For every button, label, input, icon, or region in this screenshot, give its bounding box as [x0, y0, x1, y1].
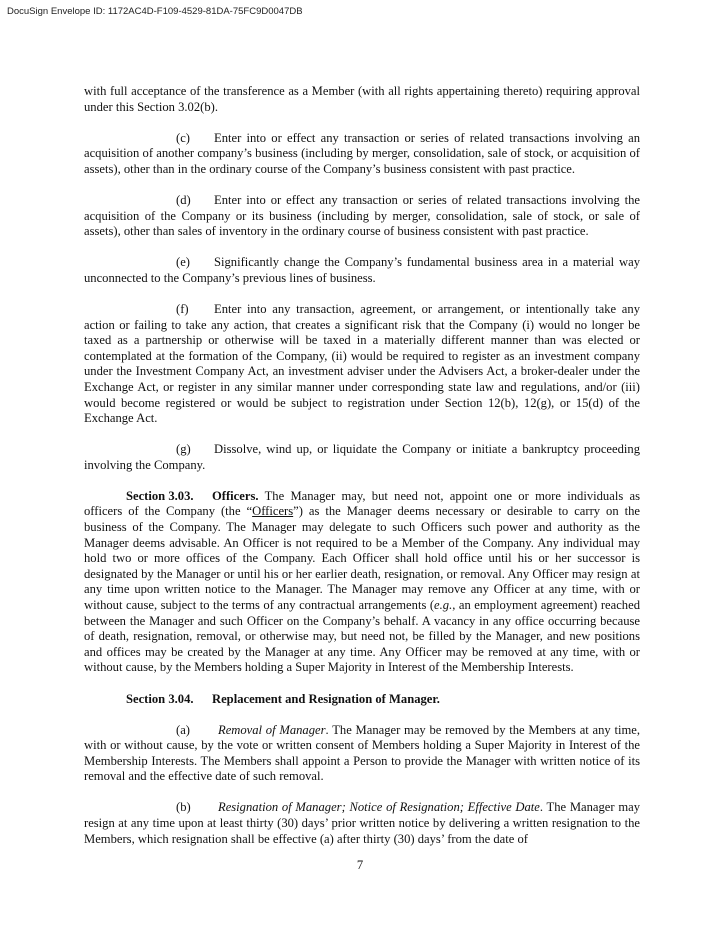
clause-c — [84, 131, 640, 178]
clause-d — [84, 193, 640, 240]
clause-label: (d) — [176, 192, 191, 207]
clause-title: Removal of Manager — [218, 722, 326, 737]
docusign-envelope-id: DocuSign Envelope ID: 1172AC4D-F109-4529-81DA-75FC9D0047DB — [7, 6, 303, 17]
clause-label: (e) — [176, 255, 190, 270]
section-title: Replacement and Resignation of Manager. — [212, 691, 440, 706]
document-body — [84, 84, 640, 863]
section-3-03 — [84, 489, 640, 676]
section-3-04-heading — [84, 692, 640, 708]
clause-3-04-a — [84, 723, 640, 785]
eg-abbrev: e.g. — [434, 598, 453, 613]
clause-3-04-b — [84, 800, 640, 847]
section-text: , an employment agreement) reached between the Manager and such Officer on the Company’s behalf. A vacancy in any office occurring because of death, resignation, removal, or otherwise may, but need not, be filled by the Manager, and new positions and offices may be created by the Manager at any time. Any Officer may be removed at any time, with or without cause, by the Members holding a Super Majority in Interest of the Membership Interests. — [84, 598, 640, 675]
clause-text: Enter into any transaction, agreement, or arrangement, or intentionally take any action or failing to take any action, that creates a significant risk that the Company (i) would no longer be taxed as a partnership or otherwise will be taxed in a materially different manner than was elected or contemplated at the formation of the Company, (ii) would be required to register as an investment company under the Investment Company Act, an investment adviser under the Advisers Act, a broker-dealer under the Exchange Act, or register in any similar manner under corresponding state law and regulations, and/or (iii) would become registered or would be subject to registration under Section 12(b), 12(g), or 15(d) of the Exchange Act. — [84, 301, 640, 426]
clause-text: Enter into or effect any transaction or series of related transactions involving an acquisition of another company’s business (including by merger, consolidation, sale of stock, or acquisition of assets), other than in the ordinary course of the Company’s business consistent with past practice. — [84, 130, 640, 176]
clause-label: (c) — [176, 130, 190, 145]
defined-term: Officers — [252, 504, 294, 519]
clause-title: Resignation of Manager; Notice of Resignation; Effective Date — [218, 800, 540, 815]
section-text: The Manager may, but need not, appoint one or more individuals as officers of the Company (the “ — [84, 488, 640, 519]
clause-label: (a) — [176, 722, 190, 737]
section-number: Section 3.03. — [126, 488, 194, 503]
paragraph-continuation: with full acceptance of the transference as a Member (with all rights appertaining thereto) requiring approval under this Section 3.02(b). — [84, 84, 640, 114]
section-text: ”) as the Manager deems necessary or desirable to carry on the business of the Company. The Manager may delegate to such Officers such power and authority as the Manager deems advisable. An Officer is not required to be a Member of the Company. Any individual may hold two or more offices of the Company. Each Officer shall hold office until his or her successor is designated by the Manager or until his or her earlier death, resignation, or removal. Any Officer may resign at any time upon written notice to the Manager. The Manager may remove any Officer at any time, with or without cause, subject to the terms of any contractual arrangements ( — [84, 504, 640, 613]
clause-label: (f) — [176, 301, 189, 316]
clause-e — [84, 255, 640, 286]
clause-label: (g) — [176, 442, 191, 457]
clause-text: Significantly change the Company’s fundamental business area in a material way unconnected to the Company’s previous lines of business. — [84, 255, 640, 285]
clause-f — [84, 302, 640, 427]
clause-label: (b) — [176, 800, 191, 815]
section-title: Officers. — [212, 488, 259, 503]
clause-text: . The Manager may be removed by the Members at any time, with or without cause, by the vote or written consent of Members holding a Super Majority in Interest of the Membership Interests. The Members shall appoint a Person to provide the Manager with written notice of its removal and the effective date of such removal. — [84, 722, 640, 784]
clause-g — [84, 442, 640, 473]
clause-text: Enter into or effect any transaction or series of related transactions involving the acquisition of the Company or its business (including by merger, consolidation, sale of stock, or sale of assets), other than sales of inventory in the ordinary course of business consistent with past practice. — [84, 192, 640, 239]
clause-text: Dissolve, wind up, or liquidate the Company or initiate a bankruptcy proceeding involving the Company. — [84, 442, 640, 472]
section-number: Section 3.04. — [126, 691, 194, 706]
clause-text: . The Manager may resign at any time upon at least thirty (30) days’ prior written notice by delivering a written resignation to the Members, which resignation shall be effective (a) after thirty (30) days’ from the date of — [84, 800, 640, 846]
page-number: 7 — [356, 858, 364, 872]
